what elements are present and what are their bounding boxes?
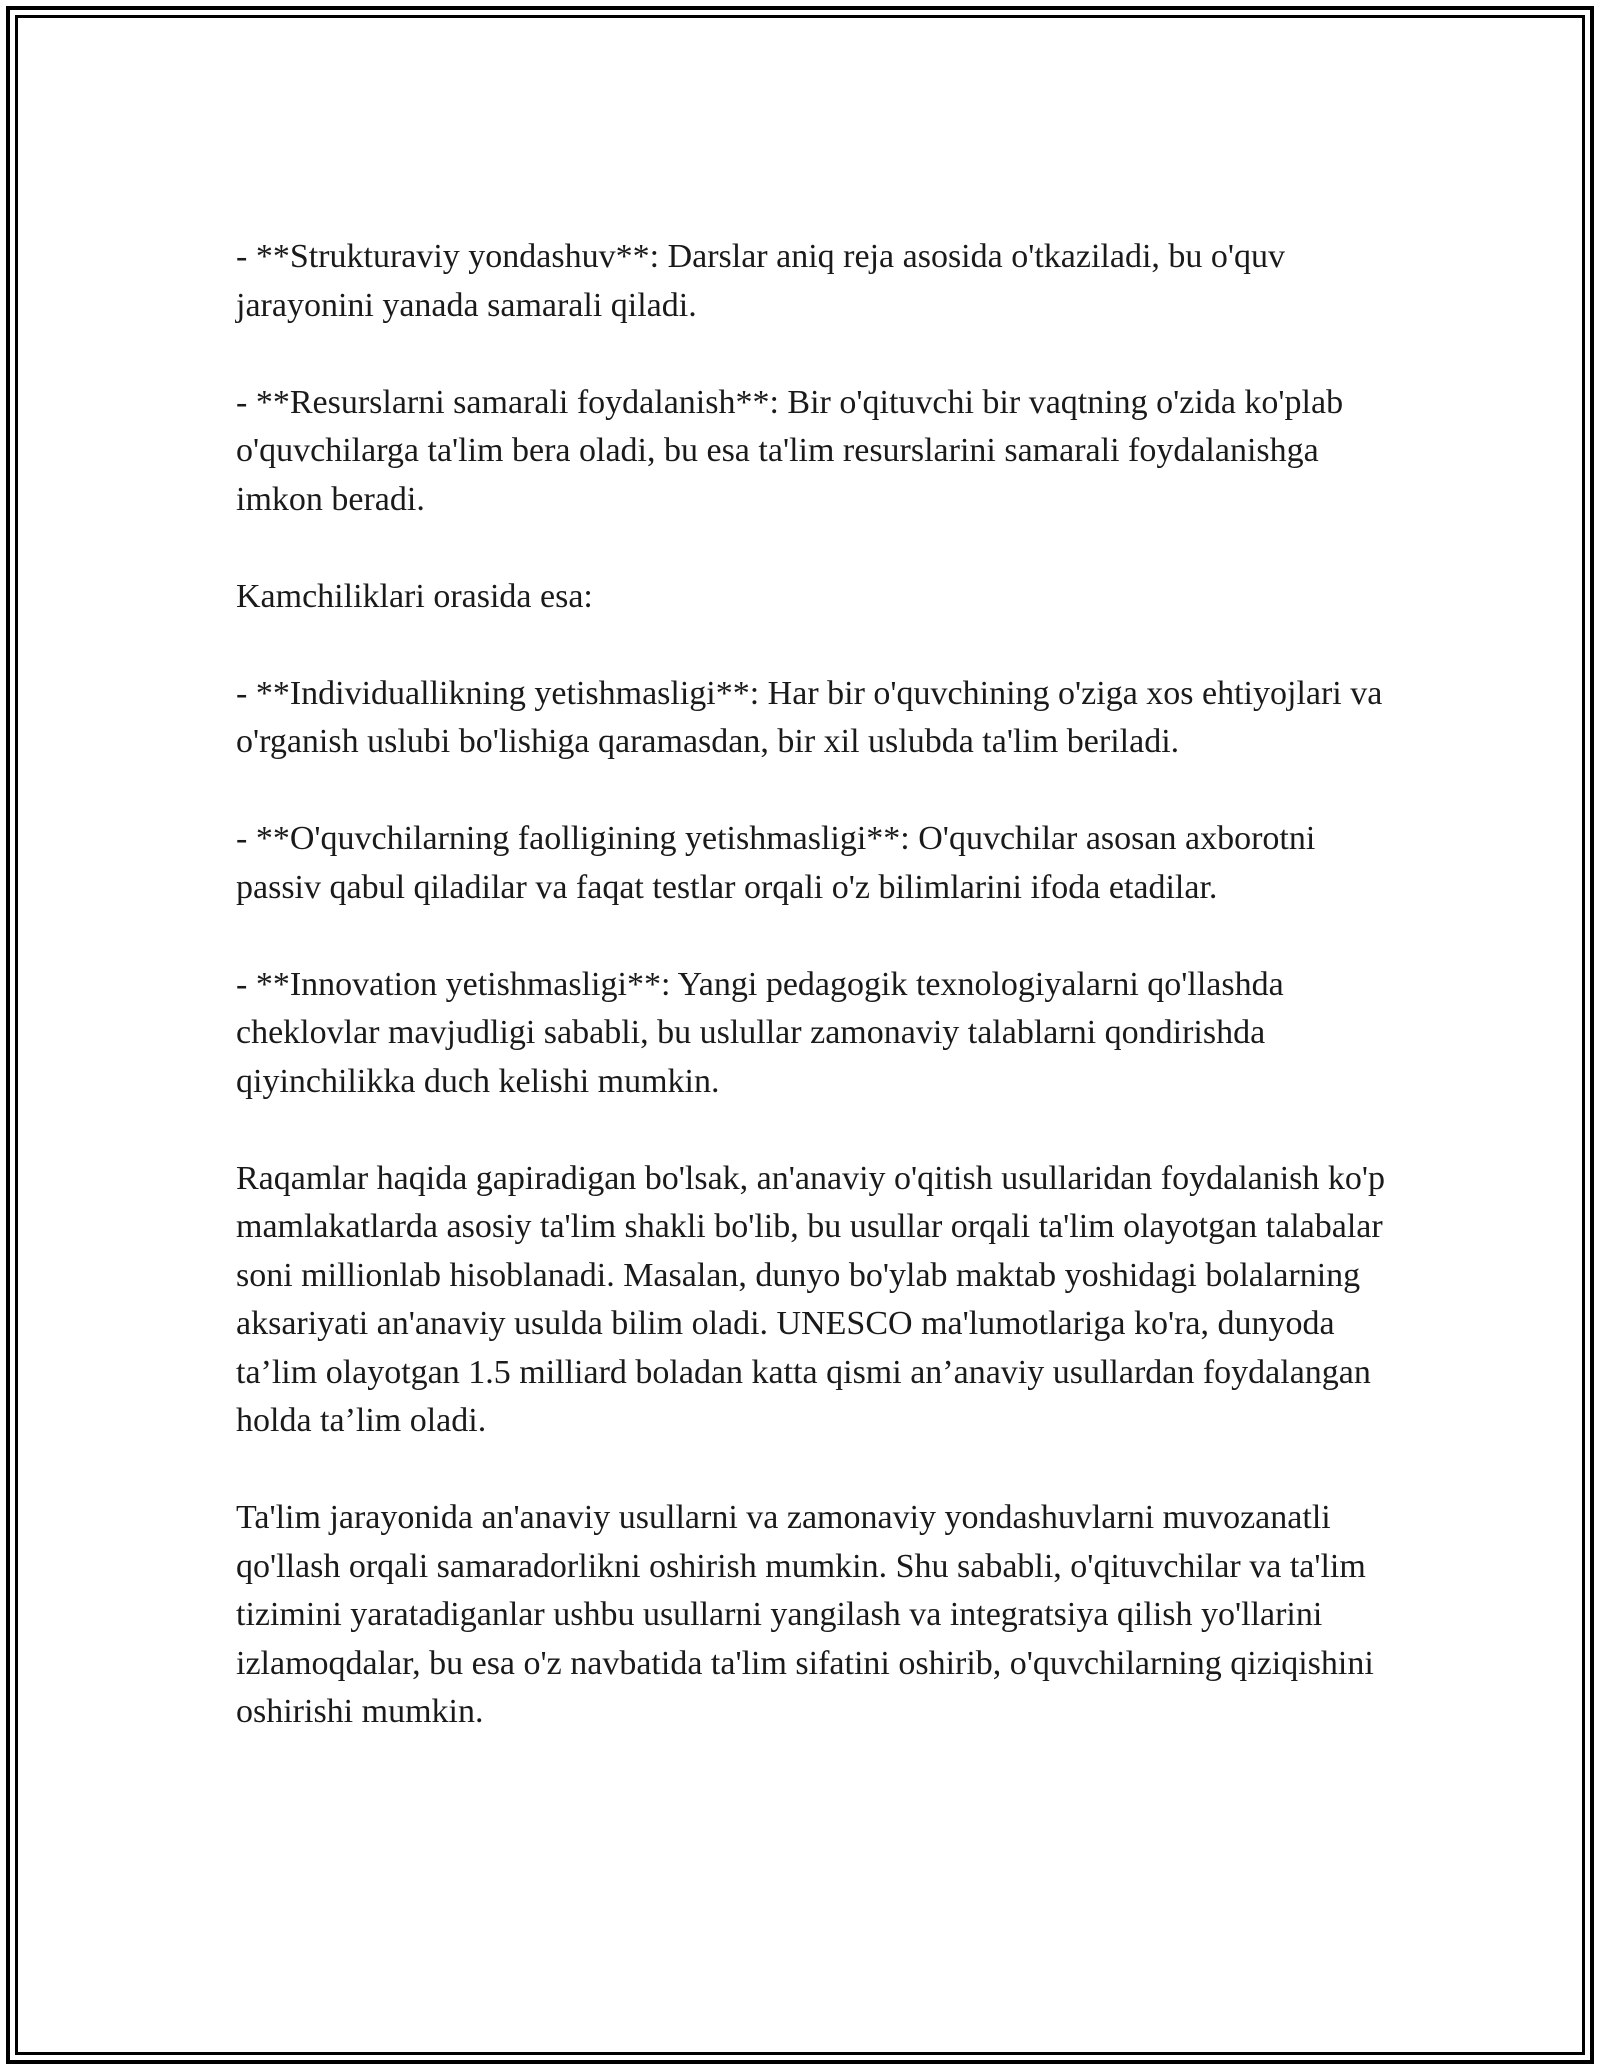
paragraph-individuallikning-yetishmasligi: - **Individuallikning yetishmasligi**: Har bir o'quvchining o'ziga xos ehtiyojlari va o'rganish uslubi bo'lishiga qaramasdan, bir xil uslubda ta'lim beriladi. — [236, 674, 1383, 760]
paragraph-kamchiliklari-heading: Kamchiliklari orasida esa: — [236, 577, 593, 615]
paragraph-strukturaviy-yondashuv: - **Strukturaviy yondashuv**: Darslar aniq reja asosida o'tkaziladi, bu o'quv jarayonini yanada samarali qiladi. — [236, 238, 1286, 324]
paragraph-oquvchilarning-faolligi: - **O'quvchilarning faolligining yetishmasligi**: O'quvchilar asosan axborotni passiv qabul qiladilar va faqat testlar orqali o'z bilimlarini ifoda etadilar. — [236, 820, 1316, 906]
document-body — [236, 233, 1386, 1737]
paragraph-raqamlar-haqida: Raqamlar haqida gapiradigan bo'lsak, an'anaviy o'qitish usullaridan foydalanish ko'p mamlakatlarda asosiy ta'lim shakli bo'lib, bu usullar orqali ta'lim olayotgan talabalar soni millionlab hisoblanadi. Masalan, dunyo bo'ylab maktab yoshidagi bolalarning aksariyati an'anaviy usulda bilim oladi. UNESCO ma'lumotlariga ko'ra, dunyoda ta’lim olayotgan 1.5 milliard boladan katta qismi an’anaviy usullardan foydalangan holda ta’lim oladi. — [236, 1159, 1386, 1439]
paragraph-resurslarni-samarali-foydalanish: - **Resurslarni samarali foydalanish**: Bir o'qituvchi bir vaqtning o'zida ko'plab o'quvchilarga ta'lim bera oladi, bu esa ta'lim resurslarini samarali foydalanishga imkon beradi. — [236, 383, 1344, 518]
paragraph-innovation-yetishmasligi: - **Innovation yetishmasligi**: Yangi pedagogik texnologiyalarni qo'llashda cheklovlar mavjudligi sababli, bu uslullar zamonaviy talablarni qondirishda qiyinchilikka duch kelishi mumkin. — [236, 965, 1284, 1100]
paragraph-talim-jarayonida: Ta'lim jarayonida an'anaviy usullarni va zamonaviy yondashuvlarni muvozanatli qo'llash orqali samaradorlikni oshirish mumkin. Shu sababli, o'qituvchilar va ta'lim tizimini yaratadiganlar ushbu usullarni yangilash va integratsiya qilish yo'llarini izlamoqdalar, bu esa o'z navbatida ta'lim sifatini oshirib, o'quvchilarning qiziqishini oshirishi mumkin. — [236, 1499, 1374, 1730]
